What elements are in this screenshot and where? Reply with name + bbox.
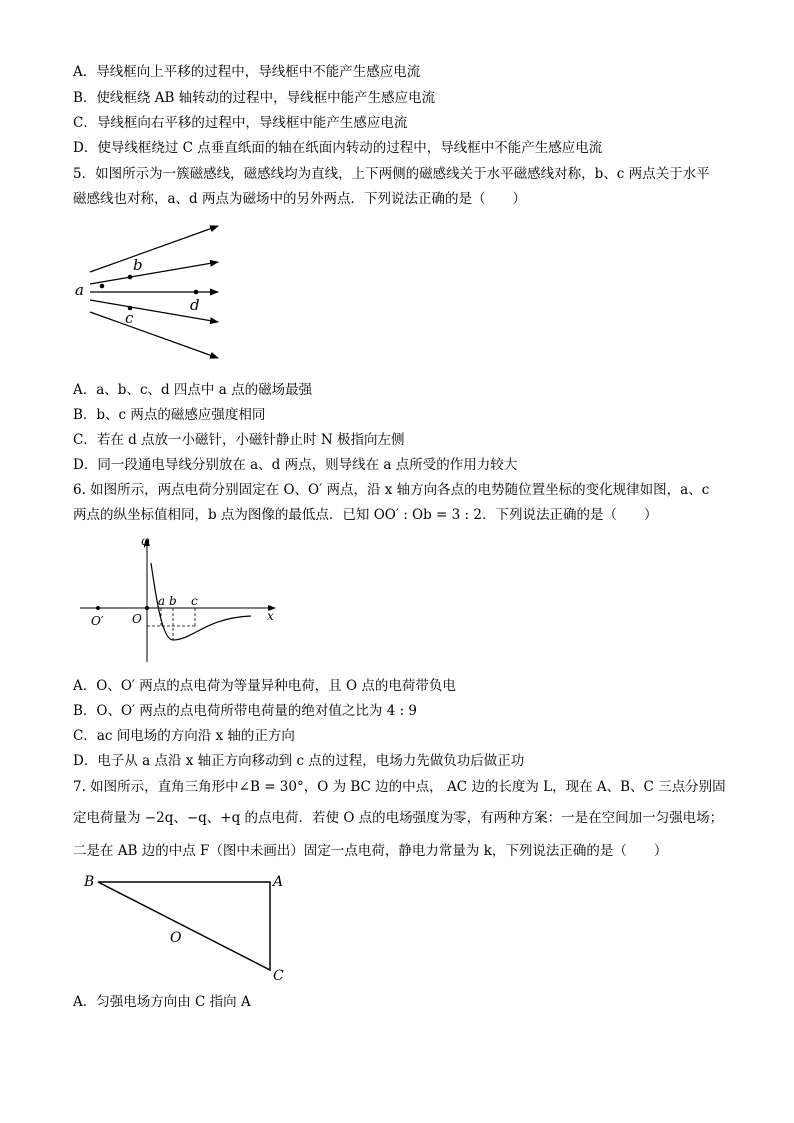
q4-option-c: C．导线框向右平移的过程中，导线框中能产生感应电流 (73, 115, 408, 131)
right-triangle-diagram (80, 870, 290, 985)
label-a: a (75, 281, 84, 299)
label-c: c (125, 309, 134, 327)
label-a: a (158, 594, 166, 608)
q5-option-a: A．a、b、c、d 四点中 a 点的磁场最强 (73, 382, 313, 398)
q5-option-c: C．若在 d 点放一小磁针，小磁针静止时 N 极指向左侧 (73, 432, 405, 448)
q4-option-d: D．使导线框绕过 C 点垂直纸面的轴在纸面内转动的过程中，导线框中不能产生感应电流 (73, 140, 603, 156)
label-c: C (273, 968, 284, 984)
q5-option-d: D．同一段通电导线分别放在 a、d 两点，则导线在 a 点所受的作用力较大 (73, 457, 518, 473)
q5-option-b: B．b、c 两点的磁感应强度相同 (73, 407, 266, 423)
q7-triangle-figure (80, 870, 290, 985)
magnetic-field-lines-diagram (70, 222, 230, 362)
label-oprime: O′ (91, 614, 104, 628)
q4-option-b: B．使线框绕 AB 轴转动的过程中，导线框中能产生感应电流 (73, 90, 436, 106)
point-d-dot (194, 290, 199, 295)
q5-magnetic-field-figure (70, 222, 230, 362)
potential-curve (151, 563, 251, 640)
q6-potential-graph-figure (75, 535, 285, 665)
q7-stem-line-1: 7. 如图所示，直角三角形中∠B = 30°，O 为 BC 边的中点， AC 边的长度为 L，现在 A、B、C 三点分别固 (73, 779, 726, 795)
label-o: O (132, 612, 142, 626)
q6-stem-line-2: 两点的纵坐标值相同，b 点为图像的最低点．已知 OO′ : Ob = 3 : 2．下列说法正确的是（ ） (73, 507, 658, 523)
label-a: A (273, 874, 284, 890)
point-b-dot (128, 275, 133, 280)
label-d: d (190, 296, 200, 314)
q4-option-a: A．导线框向上平移的过程中，导线框中不能产生感应电流 (73, 64, 421, 80)
label-b: b (169, 594, 177, 608)
q7-stem-line-2: 定电荷量为 −2q、−q、+q 的点电荷．若使 O 点的电场强度为零，有两种方案：一是在空间加一匀强电场； (73, 810, 724, 826)
point-oprime-dot (96, 606, 100, 610)
q7-stem-line-3: 二是在 AB 边的中点 F（图中未画出）固定一点电荷，静电力常量为 k，下列说法正确的是（ ） (73, 843, 668, 859)
label-x: x (267, 609, 274, 623)
label-o: O (170, 930, 182, 946)
label-phi: φ (141, 534, 150, 548)
point-a-dot (100, 284, 105, 289)
q5-stem-line-1: 5．如图所示为一簇磁感线，磁感线均为直线，上下两侧的磁感线关于水平磁感线对称，b、c 两点关于水平 (73, 166, 710, 182)
q6-option-c: C．ac 间电场的方向沿 x 轴的正方向 (73, 728, 295, 744)
q6-stem-line-1: 6. 如图所示，两点电荷分别固定在 O、O′ 两点，沿 x 轴方向各点的电势随位置坐标的变化规律如图，a、c (73, 482, 710, 498)
q6-option-b: B．O、O′ 两点的点电荷所带电荷量的绝对值之比为 4 : 9 (73, 703, 418, 719)
potential-vs-x-graph (75, 535, 285, 665)
q6-option-a: A．O、O′ 两点的点电荷为等量异种电荷，且 O 点的电荷带负电 (73, 678, 456, 694)
label-c: c (191, 594, 198, 608)
q5-stem-line-2: 磁感线也对称，a、d 两点为磁场中的另外两点．下列说法正确的是（ ） (73, 191, 526, 207)
label-b: b (133, 256, 143, 274)
triangle-abc (98, 882, 270, 970)
label-b: B (84, 874, 95, 890)
q6-option-d: D．电子从 a 点沿 x 轴正方向移动到 c 点的过程，电场力先做负功后做正功 (73, 753, 525, 769)
point-o-dot (145, 606, 149, 610)
q7-option-a: A．匀强电场方向由 C 指向 A (73, 994, 251, 1010)
